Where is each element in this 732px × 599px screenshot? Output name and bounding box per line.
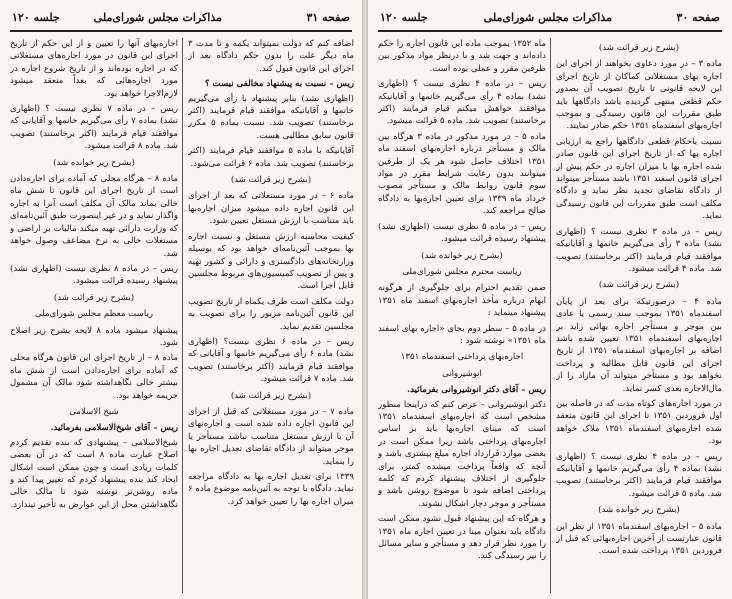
article-text: ماده ۷ – در مورد مستغلاتی که قبل از اجرای این قانون اجاره داده شده است و اجاره‌بهای آن با ارزش مستغل متناسب نباشد مستأجر یا موجر میتواند از دادگاه تقاضای تعدیل اجاره بها را بنماید. (188, 406, 354, 467)
speaker-line: ریس – آقای دکتر انوشیروانی بفرمائید. (407, 385, 546, 396)
address-line: ریاست معظم مجلس شورای‌ملی (35, 309, 153, 320)
speaker-line: ریس – در ماده ۴ نظری نیست ؟ (اظهاری نشد) بماده ۴ رأی می‌گیریم خانمها و آقایانیکه موافقند خواهش میکنم قیام فرمایند (اکثر برخاستند) تصویب شد. ماده ۵ قرائت میشود. (378, 79, 546, 127)
paragraph: دولت مکلف است ظرف یکماه از تاریخ تصویب این قانون آئین‌نامه مزبور را برای تصویب به مجلسین تقدیم نماید. (188, 296, 354, 332)
article-text: ماده ۳ – در مورد دعاوی بخواهند از اجرای این اجاره بهای مستغلاتی کماکان از تاریخ اجرای این لایحه قانونی تا تاریخ تصویب آن بصدور حکم قطعی منتهی گردیده باشد دادگاهها باید طبق مقررات این قانون رسیدگی و بموجب اجاره‌بهای اسفندماه ۱۳۵۱ حکم صادر نمایند. (556, 59, 722, 132)
text-column-left (378, 38, 546, 595)
page-number: صفحه ۳۰ (676, 11, 720, 24)
paragraph: کیفیت محاسبه ارزش مستغل و نسبت اجاره بها بموجب آئین‌نامه‌ای خواهد بود که بوسیله وزارتخانه‌های دادگستری و دارائی و کشور تهیه و پس از تصویب کمیسیون‌های مربوط مجلسین قابل اجرا است. (188, 231, 354, 292)
signature-name: انوشیروانی (442, 368, 482, 379)
reading-note: (بشرح زیر خوانده شد) (53, 157, 135, 168)
article-text: ماده ۸ – هرگاه محلی که آماده برای اجاره‌دادن است از تاریخ اجرای این قانون تا شش ماه خالی بماند مالک آن مکلف است آنرا به اجاره واگذار نماید و در غیر اینصورت طبق آئین‌نامه‌ای که وزارت دارائی تهیه میکند مالیات بر اراضی و مستغلات خالی به نرخ مضاعف وصول خواهد شد. (10, 174, 178, 259)
reading-note: (بشرح زیر قرائت شد) (230, 175, 312, 186)
column-divider (182, 38, 183, 593)
paragraph: اضافه کنم که دولت نمیتواند یکمه و تا مدت ۳ ماه دیگر علت را بدون حکم دادگاه بعد از اجرای این قانون قبول کند. (188, 39, 354, 74)
paragraph: ۱۳۳۹ برای تعدیل اجاره بها به دادگاه مراجعه نماید. دادگاه با توجه به آئین‌نامه موضوع ماده ۶ میزان اجاره بها را تعیین خواهد کرد. (188, 472, 354, 507)
paragraph: در مورد اجاره‌های کوتاه مدت که در فاصله بین اول فروردین ۱۳۵۱ تا اجرای این قانون منعقد شده اجاره‌بهای اسفندماه ۱۳۵۱ ملاک خواهد بود. (556, 398, 722, 447)
publication-title: مذاکرات مجلس شورای‌ملی (483, 11, 612, 24)
paragraph: (اظهاری نشد) بنابر پیشنهاد با رأی می‌گیریم خانمها و آقایانیکه موافقند قیام فرمایند (اکثر برخاستند) تصویب شد. نسبت بماده ۵ مکرر قانون سابق مطالبی هست. (188, 93, 354, 141)
reading-note: (بشرح زیر خوانده شد) (598, 505, 680, 516)
publication-title: مذاکرات مجلس شورای‌ملی (93, 11, 222, 24)
reading-note: (بشرح زیر خوانده شد) (421, 250, 503, 261)
session-number: جلسه ۱۲۰ (380, 11, 428, 24)
speaker-line: ریس – آقای شیخ‌الاسلامی بفرمائید. (50, 423, 178, 434)
speaker-line: ریس – در ماده ۷ نظری نیست ؟ (اظهاری نشد) بماده ۷ رأی می‌گیریم خانمها و آقایانی که موافقند قیام فرمایند (اکثر برخاستند) تصویب شد. ماده ۸ قرائت میشود. (10, 104, 178, 152)
session-number: جلسه ۱۲۰ (12, 11, 60, 24)
text-column-left (10, 38, 178, 595)
right-page (368, 0, 732, 599)
reading-note: (بشرح زیر قرائت شد) (53, 292, 135, 303)
paragraph: شیخ‌الاسلامی – پیشنهادی که بنده تقدیم کردم اصلاح عبارت ماده ۸ است که در آن بعضی کلمات زیادی است و چون ممکن است اشکال ایجاد کند بنده پیشنهاد کردم که تغییر پیدا کند و ماده روشن‌تر نوشته شود تا مالک خالی نگاهداشتن محل از این عوارض به تأخیر نیندازد. (10, 437, 178, 510)
paragraph: و هرگاه که این پیشنهاد قبول نشود ممکن است دادگاه باید بعنوان مبنا در تعیین اجاره ماه ۱۳۵۱ را مورد نظر قرار دهد و مستأجر و سایر مسائل را نیز رسیدگی کند. (378, 514, 546, 562)
page-number: صفحه ۳۱ (306, 11, 350, 24)
paragraph: نسبت باحکام قطعی دادگاهها راجع به ارزیابی اجاره بها که از تاریخ اجرای این قانون صادر شده اجاره بها با میزان اجاره در حکم پیش از اجرای قانون اسفند ۱۳۵۱ باشد مستأجر میتواند از دادگاه تقاضای تجدید نظر نماید و دادگاه مکلف است طبق مقررات این قانون رسیدگی نماید. (556, 136, 722, 222)
signature-name: شیخ الاسلامی (69, 406, 119, 417)
reading-note: (بشرح زیر قرائت شد) (598, 43, 680, 53)
paragraph: آقایانیکه با ماده ۵ موافقند قیام فرمایند (اکثر برخاستند) تصویب شد. ماده ۶ قرائت می‌شود. (188, 146, 354, 169)
paragraph: ضمن تقدیم احترام برای جلوگیری از هرگونه ابهام درباره مأخذ اجاره‌بهای اسفند ماه ۱۳۵۱ پیشنهاد مینماید : (378, 283, 546, 319)
text-column-right (188, 38, 354, 595)
reading-note: (بشرح زیر قرائت شد) (230, 390, 312, 401)
article-text: ماده ۵ – اجاره‌بهای اسفندماه ۱۳۵۱ از نظر این قانون عبارتست از آخرین اجاره‌بهائی که قبل از فروردین ۱۳۵۱ پرداخت شده است. (556, 521, 722, 557)
speaker-line: ریس – در ماده ۵ نظری نیست (اظهاری نشد) پیشنهاد رسیده قرائت میشود. (378, 221, 546, 245)
reading-note: (بشرح زیر قرائت شد) (598, 280, 680, 291)
paragraph: اجاره‌بهای آنها را تعیین و از این حکم از تاریخ اجرای این قانون در مورد اجاره‌های مستغلاتی که در اجاره بوده‌اند و از تاریخ شروع اجاره در مورد اجاره‌هائی که بعداً منعقد میشود لازم‌الاجرا خواهد بود. (10, 39, 178, 99)
paragraph: دکتر انوشیروانی – عرض کنم که دراینجا منظور مشخص است که اجاره‌بهای اسفندماه ۱۳۵۱ است که مبنای اجاره‌بها باید بر اساس اجاره‌بهای پرداختی باشد زیرا ممکن است در بعضی موارد قرارداد اجاره مبلغ بیشتری باشد و آنچه که واقعاً پرداخت میشده کمتر، برای جلوگیری از اختلاف پیشنهاد کردم که کلمه پرداختی اضافه شود تا موضوع روشن باشد و مستأجر و موجر دچار اشکال نشوند. (378, 399, 546, 509)
speaker-line: ریس – در ماده ۴ نظری نیست ؟ (اظهاری نشد) بماده ۴ رأی می‌گیریم خانمها و آقایانیکه موافقند قیام فرمایند (اکثر برخاستند) تصویب شد. ماده ۵ قرائت میشود. (556, 451, 722, 499)
article-text: ماده ۶ – در مورد مستغلاتی که بعد از اجرای این قانون اجاره داده میشود میزان اجاره‌بها باید متناسب با ارزش مستغل تعیین شود. (188, 191, 354, 227)
speaker-line: ریس – در ماده ۳ نظری نیست ؟ (اظهاری نشد) ماده ۳ رأی می‌گیریم خانمها و آقایانیکه موافقند قیام فرمایند (اکثر برخاستند) تصویب شد. ماده ۴ قرائت میشود. (556, 226, 722, 274)
paragraph: پیشنهاد میشود ماده ۸ لایحه بشرح زیر اصلاح شود. (10, 325, 178, 348)
proposal-text: اجاره‌بهای پرداختی اسفندماه ۱۳۵۱ (400, 352, 524, 363)
paragraph: ماه ۱۳۵۲ بموجب ماده این قانون اجاره را حکم داده‌اند و جهت شد و با درنظر مواد مذکور بین طرفین مقرر و عملی بوده است. (378, 39, 546, 74)
speaker-line: ریس – در ماده ۸ نظری نیست (اظهاری نشد) پیشنهاد رسیده قرائت میشود. (10, 263, 178, 287)
address-line: ریاست محترم مجلس شورای‌ملی (402, 266, 522, 277)
paragraph: در ماده ۵ – سطر دوم بجای «اجاره بهای اسفند ماه ۱۳۵۱» نوشته شود : (378, 323, 546, 346)
page-header (378, 6, 722, 32)
article-text: ماده ۸ – از تاریخ اجرای این قانون هرگاه محلی که آماده برای اجاره‌دادن است از شش ماه بیشتر خالی نگاهداشته شود مالک آن مشمول جریمه خواهد بود. (10, 353, 178, 401)
text-column-right (556, 38, 722, 595)
article-text: ماده ۴ – درصورتیکه برای بعد از پایان اسفندماه ۱۳۵۱ بموجب سند رسمی یا عادی بین موجر و مستأجر اجاره بهائی زاید بر اجاره‌بهای اسفندماه ۱۳۵۱ تعیین شده باشد اضافه بر اجاره‌بهای اسفندماه ۱۳۵۱ از تاریخ اجرای این قانون قابل مطالبه و پرداخت نخواهد بود و مستأجر میتواند آن مازاد را از مال‌الاجاره بعدی کسر نماید. (556, 296, 722, 394)
column-divider (550, 38, 551, 593)
left-page (0, 0, 362, 599)
speaker-line: ریس – نسبت به پیشنهاد مخالفی نیست ؟ (204, 79, 354, 90)
article-text: ماده ۵ – در مورد مذکور در ماده ۳ هرگاه بین مالک و مستأجر درباره اجاره‌بهای اسفند ماه ۱۳۵۱ اختلاف حاصل شود هر یک از طرفین میتوانند بدون رعایت شرایط مقرر در مواد سوم قانون روابط مالک و مستأجر مصوب خرداد ماه ۱۳۳۹ برای تعیین اجاره‌بها به دادگاه صالح مراجعه کند. (378, 131, 546, 217)
page-header (10, 6, 352, 32)
speaker-line: ریس – در ماده ۶ نظری نیست؟ (اظهاری نشد) ماده ۶ رأی می‌گیریم خانمها و آقایانی که موافقند قیام فرمایند (اکثر برخاستند) تصویب شد. ماده ۷ قرائت میشود. (188, 336, 354, 385)
